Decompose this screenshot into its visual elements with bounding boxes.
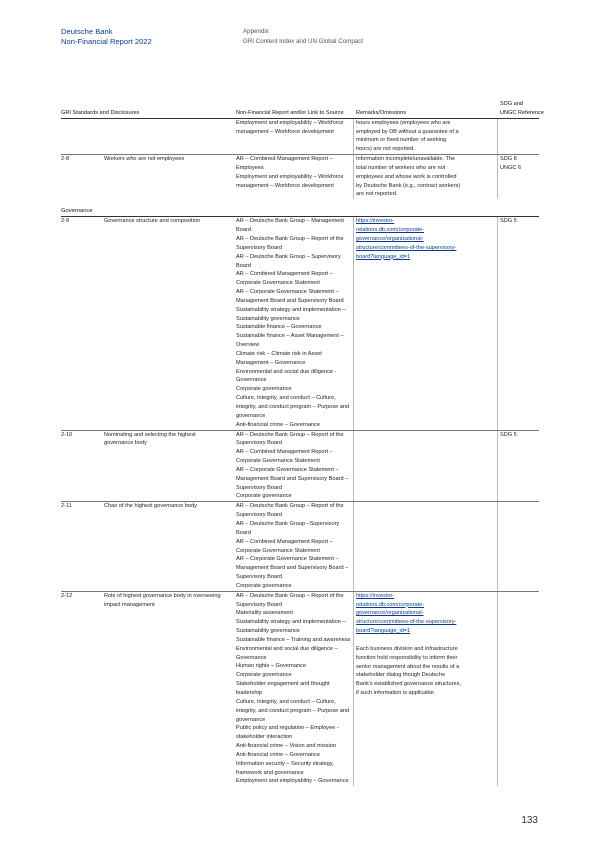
col-source-header: Non-Financial Report and/or Link to Source [236, 109, 344, 116]
section-governance: Governance [61, 207, 539, 217]
section-block [243, 27, 363, 46]
cell-number: 2-9 [61, 218, 70, 225]
brand-name: Deutsche Bank [61, 27, 113, 36]
investor-relations-link[interactable]: https://investor- relations.db.com/corporate- governance/organizational- structure/committees-of-the-supervisory- board?language_id=1 [356, 218, 457, 260]
col-remarks-header: Remarks/Omissions [356, 109, 407, 116]
cell-sdg [498, 592, 541, 787]
col-sdg-header: SDG and UNGC Reference [500, 101, 544, 116]
col-gri-header: GRI Standards and Disclosures [61, 109, 140, 116]
table-row-2-8 [61, 154, 539, 199]
table-row-2-10 [61, 430, 539, 502]
section-title: Appendix [243, 28, 269, 35]
table-row-2-9 [61, 217, 539, 429]
cell-sdg: SDG 5 [500, 218, 517, 225]
cell-source: Employment and employability – Workforce management – Workforce development [236, 119, 354, 154]
brand-block [61, 27, 152, 46]
cell-sdg: SDG 5 [500, 431, 517, 438]
cell-source: AR – Deutsche Bank Group – Report of the Supervisory Board Materiality assessment Sustainability strategy and implementation – Sustainability governance Sustainable finance – Training and awareness Environmental and social due diligence – Governance Human rights – Governance Corporate governance Stakeholder engagement and thought leadership Culture, integrity, and conduct – Culture, integrity, and conduct program – Purpose and governance Public policy and regulation – Employee - stakeholder interaction Anti-financial crime – Vision and mission Anti-financial crime – Governance Information security – Security strategy, framework and governance Employment and employability – Governance [236, 592, 354, 787]
cell-remarks [354, 217, 498, 429]
cell-number: 2-11 [61, 503, 72, 510]
cell-number: 2-10 [61, 431, 73, 438]
page-number: 133 [521, 815, 538, 826]
cell-remarks [354, 431, 498, 502]
cell-source: AR – Deutsche Bank Group – Report of the Supervisory Board AR – Combined Management Report – Corporate Governance Statement AR – Corporate Governance Statement – Management Board and Supervisory Board – Supervisory Board Corporate governance [236, 431, 354, 502]
cell-remarks: hours employees (employees who are employed by DB without a guarantee of a minimum or fixed number of working hours) are not reported. [354, 119, 498, 154]
table-header [61, 100, 544, 119]
cell-remarks: https://investor- relations.db.com/corporate- governance/organizational- structure/committees-of-the-supervisory- board?language_id=1 Each business division and infrastructure function hold responsibility to inform their senior management about the results of a stakeholder dialog though Deutsche Bank's established governance structures, if such information is applicable. [354, 592, 498, 787]
cell-number: 2-12 [61, 592, 73, 599]
table-row-continued [61, 119, 539, 154]
cell-title: Chair of the highest governance body [104, 503, 197, 510]
report-name: Non-Financial Report 2022 [61, 36, 152, 46]
table-row-2-11 [61, 501, 539, 590]
cell-title: Role of highest governance body in overseeing impact management [104, 592, 221, 608]
cell-source: AR – Deutsche Bank Group – Report of the Supervisory Board AR – Deutsche Bank Group –Supervisory Board AR – Combined Management Report – Corporate Governance Statement AR – Corporate Governance Statement – Management Board and Supervisory Board – Supervisory Board Corporate governance [236, 502, 354, 590]
cell-title: Governance structure and composition [104, 218, 201, 225]
table-row-2-12 [61, 591, 539, 787]
cell-number: 2-8 [61, 156, 70, 163]
cell-source: AR – Deutsche Bank Group – Management Board AR – Deutsche Bank Group – Report of the Supervisory Board AR – Deutsche Bank Group – Supervisory Board AR – Combined Management Report – Corporate Governance Statement AR – Corporate Governance Statement – Management Board and Supervisory Board Sustainability strategy and implementation – Sustainability governance Sustainable finance – Governance Sustainable finance – Asset Management – Overview Climate risk – Climate risk in Asset Management – Governance Environmental and social due diligence - Governance Corporate governance Culture, integrity, and conduct – Culture, integrity, and conduct program – Purpose and governance Anti-financial crime – Governance [236, 217, 354, 429]
section-subtitle: GRI Content Index and UN Global Compact [243, 37, 364, 45]
cell-sdg: SDG 8 UNGC 6 [500, 156, 522, 171]
cell-title: Nominating and selecting the highest governance body [104, 431, 196, 447]
investor-relations-link[interactable]: https://investor- relations.db.com/corporate- governance/organizational- structure/committees-of-the-supervisory- board?language_id=1 [356, 592, 457, 635]
cell-remarks [354, 502, 498, 590]
cell-sdg [498, 502, 541, 590]
gri-table [61, 100, 544, 786]
cell-source: AR – Combined Management Report – Employees Employment and employability – Workforce management – Workforce development [236, 155, 354, 199]
cell-remarks: Information incomplete/unavailable. The total number of workers who are not employees and whose work is controlled by Deutsche Bank (e.g., contract workers) are not reported. [354, 155, 498, 199]
cell-title: Workers who are not employees [104, 156, 185, 163]
